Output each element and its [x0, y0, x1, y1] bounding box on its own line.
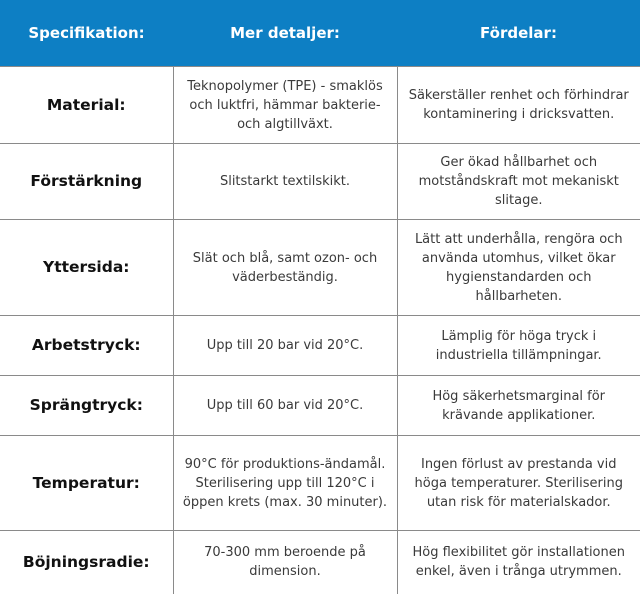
- row-benefits: Hög flexibilitet gör installationen enkel, även i trånga utrymmen.: [397, 531, 640, 594]
- table-row: [0, 376, 640, 436]
- table-row: [0, 220, 640, 316]
- table-row: [0, 531, 640, 594]
- row-benefits: Hög säkerhetsmarginal för krävande applikationer.: [397, 376, 640, 436]
- row-label: Böjningsradie:: [0, 531, 173, 594]
- table-header: [0, 0, 640, 67]
- row-benefits: Lämplig för höga tryck i industriella tillämpningar.: [397, 316, 640, 376]
- row-label: Förstärkning: [0, 144, 173, 220]
- row-details: Upp till 60 bar vid 20°C.: [173, 376, 397, 436]
- row-label: Yttersida:: [0, 220, 173, 316]
- table-row: [0, 316, 640, 376]
- table-row: [0, 144, 640, 220]
- header-details: Mer detaljer:: [173, 0, 397, 67]
- table-row: [0, 67, 640, 144]
- row-benefits: Säkerställer renhet och förhindrar kontaminering i dricksvatten.: [397, 67, 640, 144]
- row-benefits: Ger ökad hållbarhet och motståndskraft mot mekaniskt slitage.: [397, 144, 640, 220]
- table-row: [0, 436, 640, 531]
- header-benefits: Fördelar:: [397, 0, 640, 67]
- row-label: Temperatur:: [0, 436, 173, 531]
- row-label: Arbetstryck:: [0, 316, 173, 376]
- header-spec: Specifikation:: [0, 0, 173, 67]
- row-details: Slät och blå, samt ozon- och väderbeständig.: [173, 220, 397, 316]
- row-benefits: Lätt att underhålla, rengöra och använda utomhus, vilket ökar hygienstandarden och hållbarheten.: [397, 220, 640, 316]
- row-details: 70-300 mm beroende på dimension.: [173, 531, 397, 594]
- row-details: Slitstarkt textilskikt.: [173, 144, 397, 220]
- row-label: Material:: [0, 67, 173, 144]
- row-details: Teknopolymer (TPE) - smaklös och luktfri, hämmar bakterie- och algtillväxt.: [173, 67, 397, 144]
- row-benefits: Ingen förlust av prestanda vid höga temperaturer. Sterilisering utan risk för materialskador.: [397, 436, 640, 531]
- row-details: Upp till 20 bar vid 20°C.: [173, 316, 397, 376]
- row-label: Sprängtryck:: [0, 376, 173, 436]
- row-details: 90°C för produktions-ändamål. Sterilisering upp till 120°C i öppen krets (max. 30 minuter).: [173, 436, 397, 531]
